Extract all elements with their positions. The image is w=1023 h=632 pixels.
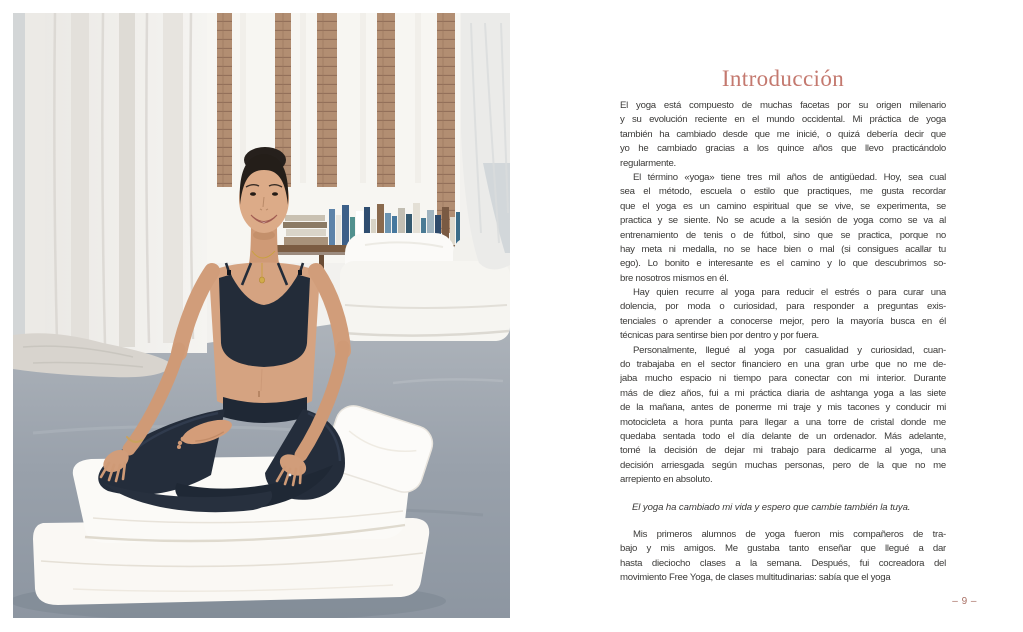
text-line: El yoga está compuesto de muchas facetas por su origen milenario [620, 100, 946, 111]
text-line: y su evolución reciente en el mundo occidental. Mi práctica de yoga [620, 114, 946, 126]
intro-paragraph-1 [620, 99, 946, 171]
text-line: jaba mucho espacio ni tiempo para conectar con mi interior. Durante [620, 373, 946, 385]
left-curtains [13, 13, 207, 377]
text-line: ego). Lo bonito e interesante es el camino y lo que descubrimos so- [620, 258, 946, 270]
text-line: yo he cambiado gracias a los quince años que llevo practicándolo [620, 143, 946, 155]
intro-paragraph-3 [620, 286, 946, 344]
text-line: que el yoga es un camino espiritual que se vive, se experimenta, se [620, 200, 946, 212]
text-line: do trabajaba en el sector financiero en una gran urbe que no me de- [620, 359, 946, 371]
text-line: entrenamiento de tenis o de fútbol, sino que se practica, porque no [620, 229, 946, 241]
text-line: Hay quien recurre al yoga para reducir el estrés o para curar una [633, 287, 946, 299]
yoga-photo-illustration [13, 13, 510, 618]
text-line: Mis primeros alumnos de yoga fueron mis compañeros de tra- [633, 528, 946, 540]
text-line: técnicas para sentirse bien por dentro y por fuera. [620, 330, 819, 342]
text-line: arrepiento en absoluto. [620, 474, 713, 486]
text-line: dolencia, por moda o curiosidad, para responder a preguntas exis- [620, 301, 946, 313]
text-line: bre nosotros mismos en él. [620, 272, 729, 284]
page-title: Introducción [721, 66, 845, 92]
text-line: tenciales o aprender a conocerse mejor, pero la mayoría busca en él [620, 315, 946, 327]
head [239, 147, 289, 233]
text-line: practica y se siente. No se acude a la sesión de yoga como se va al [620, 215, 946, 227]
text-line: Personalmente, llegué al yoga por casualidad y curiosidad, cuan- [633, 344, 946, 356]
text-line: hay meta ni medalla, no se hace bien o mal (si consigues acallar tu [620, 243, 946, 255]
intro-paragraph-4 [620, 344, 946, 488]
text-line: motocicleta a hora punta para llegar a una torre de cristal donde me [620, 416, 946, 428]
text-line: bajo y mis amigos. Me gustaba tanto enseñar que llegué a dar [620, 543, 946, 555]
text-line: quedaba sentada todo el día delante de un ordenador. Más adelante, [620, 430, 946, 442]
ring [289, 474, 292, 477]
intro-paragraph-2 [620, 171, 946, 286]
text-line: de la mañana, antes de ponerme mi traje y mis tacones y conducir mi [620, 402, 946, 414]
yoga-photo [13, 13, 510, 618]
intro-paragraph-5 [620, 528, 946, 586]
text-line: decisión arriesgada según muchas personas, pero de la que no me [620, 459, 946, 471]
text-line: sea el método, escuela o estilo que practiques, me gusta recordar [620, 186, 946, 198]
left-eye [250, 192, 256, 196]
text-line: movimiento Free Yoga, de clases multitudinarias: sabía que el yoga [620, 572, 891, 584]
right-eye [272, 192, 278, 196]
text-line: hasta dieciocho clases a la semana. Después, fui cocreadora del [620, 557, 946, 569]
text-line: tomé la decisión de dejar mi trabajo para dedicarme al yoga, una [620, 445, 946, 457]
page-number: – 9 – [952, 596, 977, 607]
text-line: regularmente. [620, 157, 676, 169]
text-line: más de diez años, fui a mi práctica diaria de ashtanga yoga a las siete [620, 387, 946, 399]
text-line: también ha cambiado desde que me inicié, o quizá debería decir que [620, 128, 946, 140]
intro-quote: El yoga ha cambiado mi vida y espero que cambie también la tuya. [632, 501, 911, 513]
text-line: El término «yoga» tiene tres mil años de antigüedad. Hoy, sea cual [633, 171, 946, 183]
introduction-text [620, 99, 946, 586]
